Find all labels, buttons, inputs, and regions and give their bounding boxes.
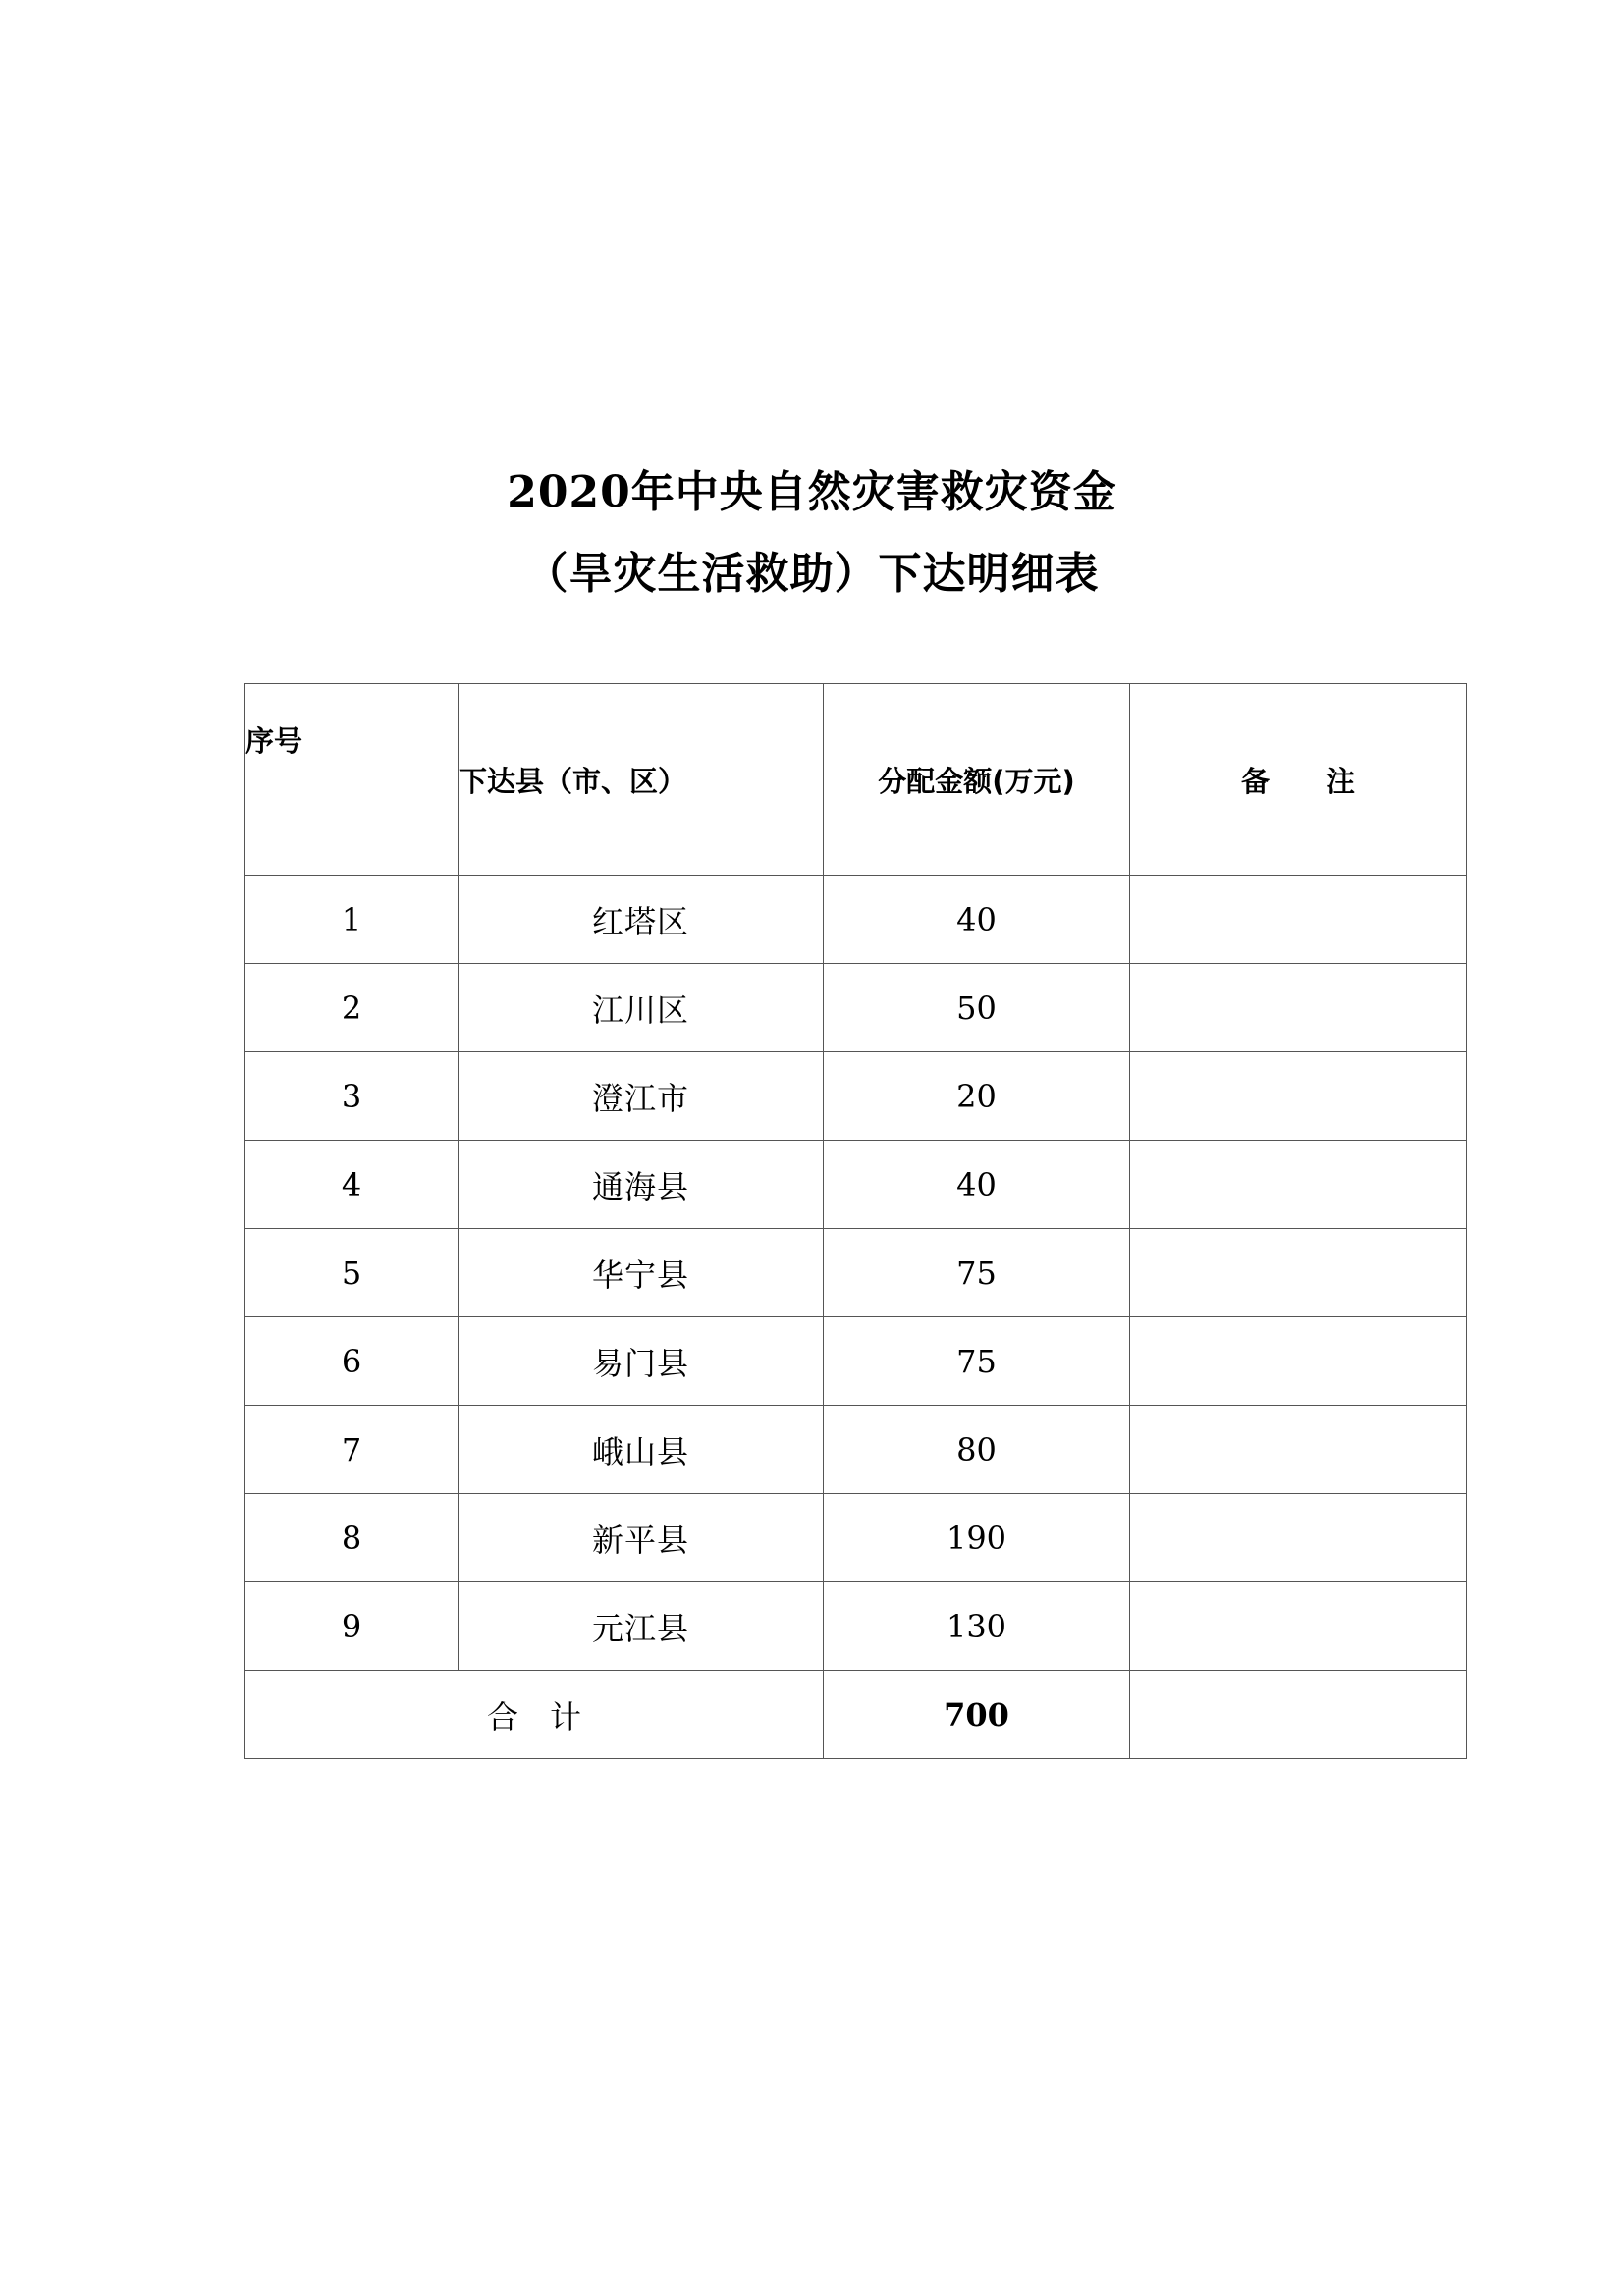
row-county: 红塔区 xyxy=(459,876,824,964)
row-serial-number: 5 xyxy=(245,1229,459,1317)
header-amount: 分配金额(万元) xyxy=(824,684,1130,876)
header-serial-number: 序号 xyxy=(245,684,459,876)
row-county: 华宁县 xyxy=(459,1229,824,1317)
row-remarks xyxy=(1130,1317,1467,1406)
table-row xyxy=(245,1229,1467,1317)
table-row xyxy=(245,1317,1467,1406)
allocation-table xyxy=(244,683,1467,1759)
row-county: 通海县 xyxy=(459,1141,824,1229)
row-serial-number: 7 xyxy=(245,1406,459,1494)
row-serial-number: 8 xyxy=(245,1494,459,1582)
row-remarks xyxy=(1130,1494,1467,1582)
total-amount: 700 xyxy=(824,1671,1130,1759)
row-county: 峨山县 xyxy=(459,1406,824,1494)
row-amount: 75 xyxy=(824,1317,1130,1406)
row-county: 新平县 xyxy=(459,1494,824,1582)
row-serial-number: 9 xyxy=(245,1582,459,1671)
row-amount: 130 xyxy=(824,1582,1130,1671)
row-amount: 75 xyxy=(824,1229,1130,1317)
row-serial-number: 4 xyxy=(245,1141,459,1229)
row-amount: 80 xyxy=(824,1406,1130,1494)
row-serial-number: 6 xyxy=(245,1317,459,1406)
row-county: 澄江市 xyxy=(459,1052,824,1141)
table-row xyxy=(245,1141,1467,1229)
table-header-row xyxy=(245,684,1467,876)
row-amount: 20 xyxy=(824,1052,1130,1141)
row-remarks xyxy=(1130,1052,1467,1141)
row-county: 江川区 xyxy=(459,964,824,1052)
row-amount: 50 xyxy=(824,964,1130,1052)
table-row xyxy=(245,1406,1467,1494)
total-label: 合 计 xyxy=(245,1671,824,1759)
table-row xyxy=(245,1582,1467,1671)
table-row xyxy=(245,964,1467,1052)
document-title-line1: 2020年中央自然灾害救灾资金 xyxy=(507,467,1117,517)
header-county: 下达县（市、区） xyxy=(459,684,824,876)
row-amount: 190 xyxy=(824,1494,1130,1582)
row-county: 易门县 xyxy=(459,1317,824,1406)
table-row xyxy=(245,1052,1467,1141)
total-row xyxy=(245,1671,1467,1759)
row-remarks xyxy=(1130,964,1467,1052)
total-remarks xyxy=(1130,1671,1467,1759)
row-remarks xyxy=(1130,1229,1467,1317)
row-remarks xyxy=(1130,1582,1467,1671)
row-amount: 40 xyxy=(824,1141,1130,1229)
row-serial-number: 2 xyxy=(245,964,459,1052)
document-title-line2: （旱灾生活救助）下达明细表 xyxy=(524,549,1100,599)
row-serial-number: 1 xyxy=(245,876,459,964)
header-remarks: 备 注 xyxy=(1130,684,1467,876)
table-row xyxy=(245,1494,1467,1582)
row-remarks xyxy=(1130,876,1467,964)
table-row xyxy=(245,876,1467,964)
row-remarks xyxy=(1130,1141,1467,1229)
row-serial-number: 3 xyxy=(245,1052,459,1141)
row-county: 元江县 xyxy=(459,1582,824,1671)
row-remarks xyxy=(1130,1406,1467,1494)
row-amount: 40 xyxy=(824,876,1130,964)
